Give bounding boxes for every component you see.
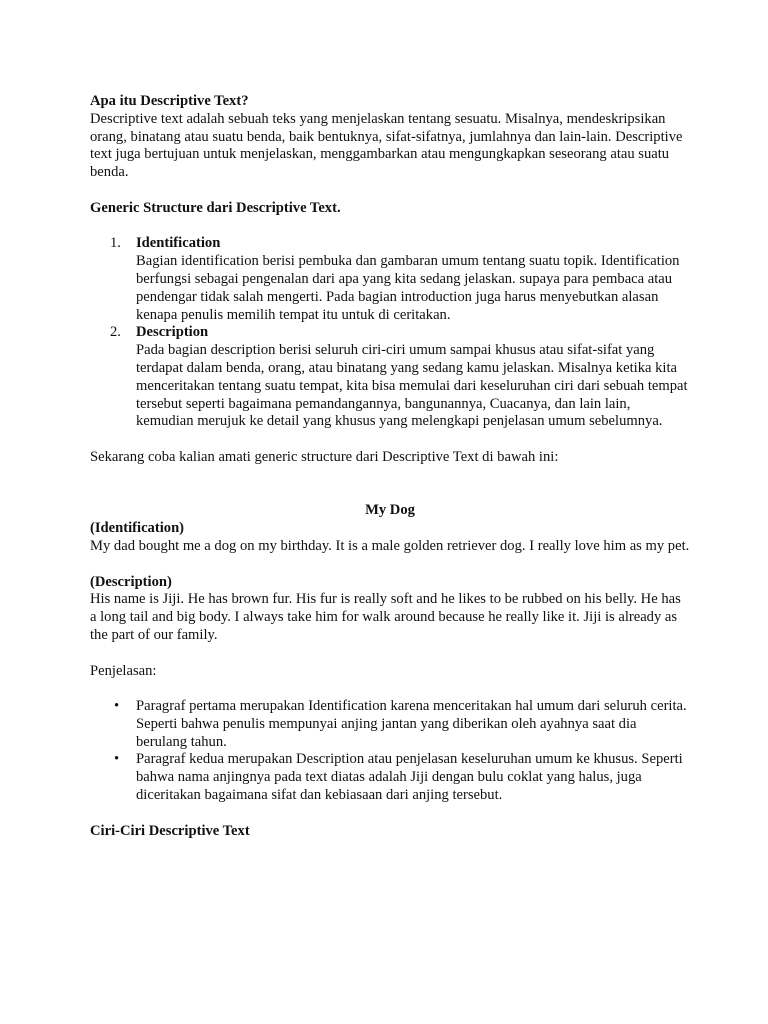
document-content — [90, 93, 690, 840]
explanation-item-text: Paragraf pertama merupakan Identification karena menceritakan hal umum dari seluruh cerita. Seperti bahwa penulis mempunyai anjing jantan yang diberikan oleh ayahnya saat dia berulang tahun. — [136, 698, 687, 750]
explanation-list — [90, 698, 690, 805]
intro-paragraph: Descriptive text adalah sebuah teks yang menjelaskan tentang sesuatu. Misalnya, mendeskripsikan orang, binatang atau suatu benda, baik bentuknya, sifat-sifatnya, jumlahnya dan lain-lain. Descriptive text juga bertujuan untuk menjelaskan, menggambarkan atau mengungkapkan seseorang atau suatu benda. — [90, 110, 683, 181]
identification-paragraph: My dad bought me a dog on my birthday. It is a male golden retriever dog. I really love him as my pet. — [90, 537, 690, 554]
intro-heading: Apa itu Descriptive Text? — [90, 93, 249, 109]
list-item — [90, 751, 690, 804]
next-section-heading: Ciri-Ciri Descriptive Text — [90, 822, 250, 839]
example-title: My Dog — [365, 502, 415, 519]
list-number: 2. — [110, 324, 121, 341]
list-item — [90, 698, 690, 751]
structure-item-identification — [90, 235, 690, 324]
structure-item-title: Identification — [136, 235, 221, 252]
list-number: 1. — [110, 235, 121, 252]
bullet: • — [114, 698, 120, 715]
explanation-label: Penjelasan: — [90, 662, 157, 679]
structure-item-text: Pada bagian description berisi seluruh ciri-ciri umum sampai khusus atau sifat-sifat yang terdapat dalam benda, orang, atau binatang yang sedang kamu jelaskan. Misalnya ketika kita menceritakan tentang suatu tempat, kita bisa memulai dari keseluruhan ciri dari sebuah tempat tersebut seperti bagaimana pemandangannya, bangunannya, Cuacanya, dan lain lain, kemudian merujuk ke detail yang khusus yang melengkapi penjelasan umum sebelumnya. — [136, 342, 688, 430]
structure-item-title: Description — [136, 324, 209, 341]
structure-item-text: Bagian identification berisi pembuka dan gambaran umum tentang suatu topik. Identification berfungsi sebagai pengenalan dari apa yang kita sedang jelaskan. supaya para pembaca atau pendengar tidak salah mengerti. Pada bagian introduction juga harus menyebutkan alasan kenapa penulis memilih tempat itu untuk di ceritakan. — [136, 253, 680, 323]
structure-item-description — [90, 324, 690, 431]
example-prompt: Sekarang coba kalian amati generic structure dari Descriptive Text di bawah ini: — [90, 448, 559, 465]
identification-label: (Identification) — [90, 520, 185, 537]
explanation-item-text: Paragraf kedua merupakan Description atau penjelasan keseluruhan umum ke khusus. Seperti bahwa nama anjingnya pada text diatas adalah Jiji dengan bulu coklat yang halus, juga diceritakan bagaimana sifat dan kebiasaan dari anjing tersebut. — [136, 751, 683, 804]
structure-list — [90, 235, 690, 431]
description-paragraph: His name is Jiji. He has brown fur. His fur is really soft and he likes to be rubbed on his belly. He has a long tail and big body. I always take him for walk around because he really like it. Jiji is already as the part of our family. — [90, 591, 681, 643]
bullet: • — [114, 751, 120, 768]
description-label: (Description) — [90, 573, 172, 590]
structure-heading: Generic Structure dari Descriptive Text. — [90, 199, 341, 216]
